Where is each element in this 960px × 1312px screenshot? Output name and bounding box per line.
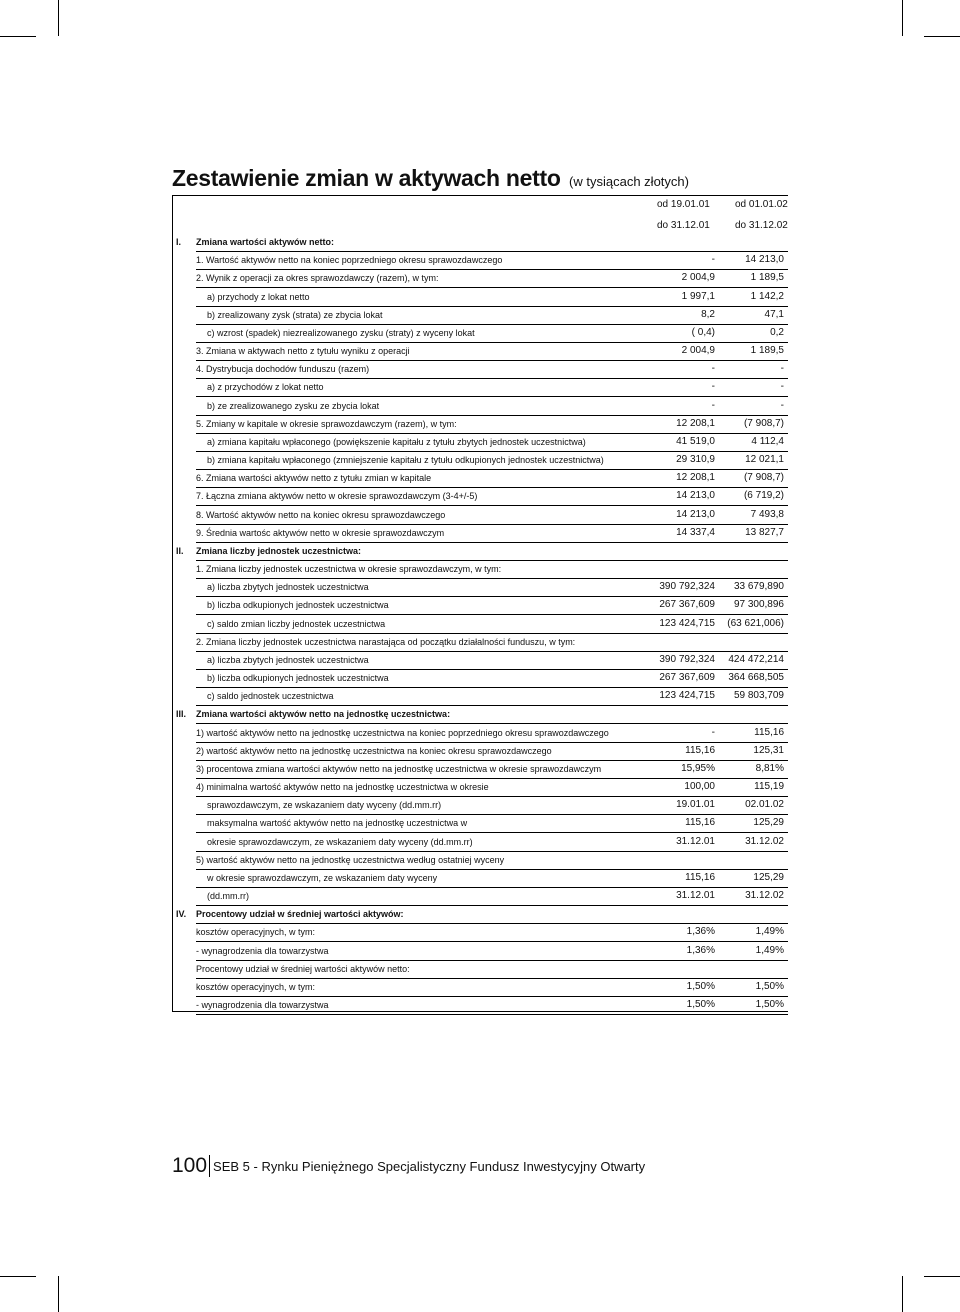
row-label: Zmiana wartości aktywów netto na jednostkę uczestnictwa:: [196, 709, 451, 720]
row-label: 9. Średnia wartośc aktywów netto w okresie sprawozdawczym: [196, 527, 445, 538]
row-label: 2. Zmiana liczby jednostek uczestnictwa narastająca od początku działalności funduszu, w tym:: [196, 636, 576, 647]
row-label: 1) wartość aktywów netto na jednostkę uczestnictwa na koniec poprzedniego okresu sprawozdawczego: [196, 727, 609, 738]
row-rule: [196, 760, 788, 761]
row-rule: [196, 505, 788, 506]
value-2002: 1,50%: [755, 980, 784, 992]
row-rule: [196, 978, 788, 979]
row-label: a) przychody z lokat netto: [207, 291, 310, 302]
row-label: Procentowy udział w średniej wartości aktywów:: [196, 909, 404, 920]
value-2002: 7 493,8: [750, 508, 784, 520]
row-label: 2. Wynik z operacji za okres sprawozdawczy (razem), w tym:: [196, 273, 439, 284]
row-label: Zmiana liczby jednostek uczestnictwa:: [196, 545, 362, 556]
value-2002: 31.12.02: [745, 890, 784, 902]
value-2002: (63 621,006): [727, 617, 784, 629]
row-label: 1. Zmiana liczby jednostek uczestnictwa w okresie sprawozdawczym, w tym:: [196, 564, 502, 575]
row-label: 5. Zmiany w kapitale w okresie sprawozdawczym (razem), w tym:: [196, 418, 457, 429]
row-rule: [196, 651, 788, 652]
value-2001: -: [711, 726, 715, 738]
value-2002: 125,29: [753, 817, 784, 829]
row-label: a) liczba zbytych jednostek uczestnictwa: [207, 582, 369, 593]
row-label: (dd.mm.rr): [207, 891, 249, 902]
page-footer: [172, 1155, 645, 1177]
row-rule: [196, 251, 788, 252]
row-label: - wynagrodzenia dla towarzystwa: [196, 945, 329, 956]
value-2001: 1,50%: [686, 999, 715, 1011]
section-number: I.: [176, 237, 182, 247]
table-row: [172, 890, 788, 908]
row-label: okresie sprawozdawczym, ze wskazaniem daty wyceny (dd.mm.rr): [207, 836, 473, 847]
page-number: 100: [172, 1155, 210, 1177]
value-2002: 1,49%: [755, 926, 784, 938]
table-row: [172, 363, 788, 381]
value-2001: 12 208,1: [676, 472, 715, 484]
crop-mark: [924, 36, 960, 37]
value-2001: 115,16: [685, 817, 715, 829]
row-rule: [196, 778, 788, 779]
page-title: [172, 165, 689, 192]
row-label: 5) wartość aktywów netto na jednostkę uczestnictwa według ostatniej wyceny: [196, 854, 505, 865]
column-header-2-from: od 01.01.02: [735, 199, 788, 210]
table-row: [172, 690, 788, 708]
value-2001: 123 424,715: [659, 617, 715, 629]
row-rule: [196, 814, 788, 815]
table-top-rule: [172, 195, 788, 196]
row-rule: [196, 723, 788, 724]
value-2001: -: [711, 381, 715, 393]
row-rule: [196, 324, 788, 325]
title-subtitle: (w tysiącach złotych): [569, 174, 689, 189]
table-row: [172, 945, 788, 963]
value-2002: -: [780, 363, 784, 375]
row-rule: [196, 669, 788, 670]
row-rule: [196, 614, 788, 615]
row-rule: [196, 832, 788, 833]
value-2002: 115,16: [754, 726, 784, 738]
value-2002: (6 719,2): [743, 490, 784, 502]
column-header-2-to: do 31.12.02: [735, 220, 788, 231]
table-row: [172, 509, 788, 527]
row-label: - wynagrodzenia dla towarzystwa: [196, 1000, 329, 1011]
row-label: b) ze zrealizowanego zysku ze zbycia lokat: [207, 400, 380, 411]
value-2001: 19.01.01: [676, 799, 715, 811]
value-2002: (7 908,7): [743, 472, 784, 484]
table-row: [172, 327, 788, 345]
value-2001: 100,00: [684, 781, 715, 793]
value-2002: 31.12.02: [745, 835, 784, 847]
table-row: [172, 527, 788, 545]
value-2001: 390 792,324: [659, 581, 715, 593]
value-2001: 2 004,9: [681, 272, 715, 284]
table-row: [172, 563, 788, 581]
table-row: [172, 781, 788, 799]
row-label: b) zrealizowany zysk (strata) ze zbycia lokat: [207, 309, 383, 320]
row-rule: [196, 269, 788, 270]
table-row: [172, 981, 788, 999]
table-row: [172, 763, 788, 781]
row-rule: [196, 941, 788, 942]
table-row: [172, 854, 788, 872]
value-2002: 02.01.02: [745, 799, 784, 811]
column-header-1-to: do 31.12.01: [657, 220, 710, 231]
table-row: [172, 963, 788, 981]
row-rule: [196, 469, 788, 470]
crop-mark: [58, 1276, 59, 1312]
row-rule: [196, 542, 788, 543]
value-2001: -: [711, 399, 715, 411]
row-label: 6. Zmiana wartości aktywów netto z tytułu zmian w kapitale: [196, 473, 432, 484]
value-2001: 8,2: [701, 308, 715, 320]
row-label: c) saldo jednostek uczestnictwa: [207, 691, 334, 702]
footer-text: SEB 5 - Rynku Pieniężnego Specjalistyczny Fundusz Inwestycyjny Otwarty: [213, 1158, 646, 1174]
value-2001: 2 004,9: [681, 345, 715, 357]
row-rule: [196, 524, 788, 525]
value-2001: -: [711, 254, 715, 266]
value-2002: 0,2: [770, 326, 784, 338]
row-rule: [196, 596, 788, 597]
row-label: a) zmiana kapitału wpłaconego (powiększenie kapitału z tytułu zbytych jednostek uczestnictwa): [207, 436, 586, 447]
crop-mark: [902, 0, 903, 36]
value-2001: -: [711, 363, 715, 375]
row-label: 1. Wartość aktywów netto na koniec poprzedniego okresu sprawozdawczego: [196, 255, 503, 266]
value-2001: 14 337,4: [676, 526, 715, 538]
row-label: Zmiana wartości aktywów netto:: [196, 237, 335, 247]
table-row: [172, 999, 788, 1017]
value-2001: 31.12.01: [676, 835, 715, 847]
row-label: 4. Dystrybucja dochodów funduszu (razem): [196, 364, 370, 375]
row-rule: [196, 960, 788, 961]
row-label: b) liczba odkupionych jednostek uczestnictwa: [207, 600, 389, 611]
row-label: kosztów operacyjnych, w tym:: [196, 981, 316, 992]
column-header-1-from: od 19.01.01: [657, 199, 710, 210]
crop-mark: [924, 1276, 960, 1277]
table-row: [172, 817, 788, 835]
table-row: [172, 236, 788, 254]
table-row: [172, 672, 788, 690]
row-label: b) liczba odkupionych jednostek uczestnictwa: [207, 673, 389, 684]
value-2002: 424 472,214: [728, 653, 784, 665]
table-row: [172, 654, 788, 672]
value-2002: 97 300,896: [733, 599, 784, 611]
row-rule: [196, 851, 788, 852]
value-2002: 8,81%: [755, 762, 784, 774]
table-row: [172, 581, 788, 599]
row-rule: [196, 451, 788, 452]
row-label: 3) procentowa zmiana wartości aktywów netto na jednostkę uczestnictwa w okresie sprawozdawczym: [196, 763, 602, 774]
value-2002: 1 142,2: [750, 290, 784, 302]
table-row: [172, 418, 788, 436]
value-2002: 125,29: [753, 871, 784, 883]
row-label: c) saldo zmian liczby jednostek uczestnictwa: [207, 618, 386, 629]
value-2001: 1,36%: [686, 944, 715, 956]
value-2002: 1 189,5: [750, 345, 784, 357]
table-row: [172, 872, 788, 890]
value-2001: 29 310,9: [676, 454, 715, 466]
value-2001: 12 208,1: [676, 417, 715, 429]
value-2002: 13 827,7: [745, 526, 784, 538]
row-label: kosztów operacyjnych, w tym:: [196, 927, 316, 938]
row-rule: [196, 433, 788, 434]
table-row: [172, 836, 788, 854]
value-2002: 125,31: [753, 744, 784, 756]
value-2002: 14 213,0: [745, 254, 784, 266]
value-2001: 123 424,715: [659, 690, 715, 702]
row-rule: [196, 923, 788, 924]
section-number: III.: [176, 709, 187, 720]
table-row: [172, 490, 788, 508]
row-rule: [196, 887, 788, 888]
table-row: [172, 545, 788, 563]
value-2002: 12 021,1: [745, 454, 784, 466]
row-rule: [196, 905, 788, 906]
crop-mark: [58, 0, 59, 36]
table-row: [172, 291, 788, 309]
row-label: w okresie sprawozdawczym, ze wskazaniem daty wyceny: [207, 872, 438, 883]
row-rule: [196, 287, 788, 288]
row-label: Procentowy udział w średniej wartości aktywów netto:: [196, 963, 410, 974]
row-rule: [196, 487, 788, 488]
section-number: IV.: [176, 909, 187, 920]
crop-mark: [0, 1276, 36, 1277]
value-2001: ( 0,4): [691, 326, 715, 338]
row-label: sprawozdawczym, ze wskazaniem daty wyceny (dd.mm.rr): [207, 800, 442, 811]
value-2001: 14 213,0: [676, 490, 715, 502]
value-2001: 267 367,609: [659, 672, 715, 684]
value-2002: 1,50%: [755, 999, 784, 1011]
table-row: [172, 599, 788, 617]
value-2001: 1 997,1: [681, 290, 715, 302]
table-row: [172, 272, 788, 290]
table-row: [172, 799, 788, 817]
value-2001: 1,50%: [686, 980, 715, 992]
section-number: II.: [176, 545, 184, 556]
table-row: [172, 254, 788, 272]
table-row: [172, 708, 788, 726]
row-rule: [196, 687, 788, 688]
value-2001: 115,16: [685, 744, 715, 756]
value-2002: (7 908,7): [743, 417, 784, 429]
row-rule: [196, 996, 788, 997]
table-row: [172, 436, 788, 454]
row-label: 8. Wartość aktywów netto na koniec okresu sprawozdawczego: [196, 509, 446, 520]
row-label: 4) minimalna wartość aktywów netto na jednostkę uczestnictwa w okresie: [196, 782, 489, 793]
row-label: c) wzrost (spadek) niezrealizowanego zysku (straty) z wyceny lokat: [207, 327, 475, 338]
crop-mark: [902, 1276, 903, 1312]
table-row: [172, 727, 788, 745]
value-2002: 364 668,505: [728, 672, 784, 684]
row-rule: [196, 396, 788, 397]
row-label: 7. Łączna zmiana aktywów netto w okresie sprawozdawczym (3-4+/-5): [196, 491, 478, 502]
value-2001: 14 213,0: [676, 508, 715, 520]
row-rule: [196, 1014, 788, 1015]
table-row: [172, 745, 788, 763]
value-2001: 390 792,324: [659, 653, 715, 665]
value-2002: -: [780, 381, 784, 393]
value-2002: 115,19: [754, 781, 784, 793]
table-row: [172, 345, 788, 363]
table-row: [172, 400, 788, 418]
value-2002: -: [780, 399, 784, 411]
value-2002: 4 112,4: [751, 435, 784, 447]
row-rule: [196, 360, 788, 361]
value-2001: 1,36%: [686, 926, 715, 938]
row-rule: [196, 742, 788, 743]
row-label: a) z przychodów z lokat netto: [207, 382, 324, 393]
value-2001: 41 519,0: [676, 435, 715, 447]
row-rule: [196, 705, 788, 706]
value-2001: 31.12.01: [676, 890, 715, 902]
row-rule: [196, 578, 788, 579]
value-2002: 47,1: [764, 308, 784, 320]
row-label: a) liczba zbytych jednostek uczestnictwa: [207, 654, 369, 665]
value-2002: 33 679,890: [733, 581, 784, 593]
row-rule: [196, 869, 788, 870]
row-rule: [196, 560, 788, 561]
value-2002: 59 803,709: [733, 690, 784, 702]
row-rule: [196, 342, 788, 343]
crop-mark: [0, 36, 36, 37]
row-label: 2) wartość aktywów netto na jednostkę uczestnictwa na koniec okresu sprawozdawczego: [196, 745, 552, 756]
value-2001: 115,16: [685, 871, 715, 883]
row-label: 3. Zmiana w aktywach netto z tytułu wyniku z operacji: [196, 346, 410, 357]
table-row: [172, 908, 788, 926]
value-2002: 1,49%: [755, 944, 784, 956]
title-main: Zestawienie zmian w aktywach netto: [172, 165, 561, 191]
row-rule: [196, 633, 788, 634]
row-rule: [196, 306, 788, 307]
table-row: [172, 926, 788, 944]
row-rule: [196, 378, 788, 379]
table-row: [172, 454, 788, 472]
table-row: [172, 636, 788, 654]
table-row: [172, 472, 788, 490]
row-rule: [196, 796, 788, 797]
row-label: b) zmiana kapitału wpłaconego (zmniejszenie kapitału z tytułu odkupionych jednostek uczestnictwa): [207, 455, 604, 466]
row-rule: [196, 415, 788, 416]
value-2001: 267 367,609: [659, 599, 715, 611]
value-2001: 15,95%: [681, 762, 715, 774]
value-2002: 1 189,5: [750, 272, 784, 284]
table-row: [172, 309, 788, 327]
table-row: [172, 381, 788, 399]
row-label: maksymalna wartość aktywów netto na jednostkę uczestnictwa w: [207, 818, 468, 829]
table-row: [172, 618, 788, 636]
